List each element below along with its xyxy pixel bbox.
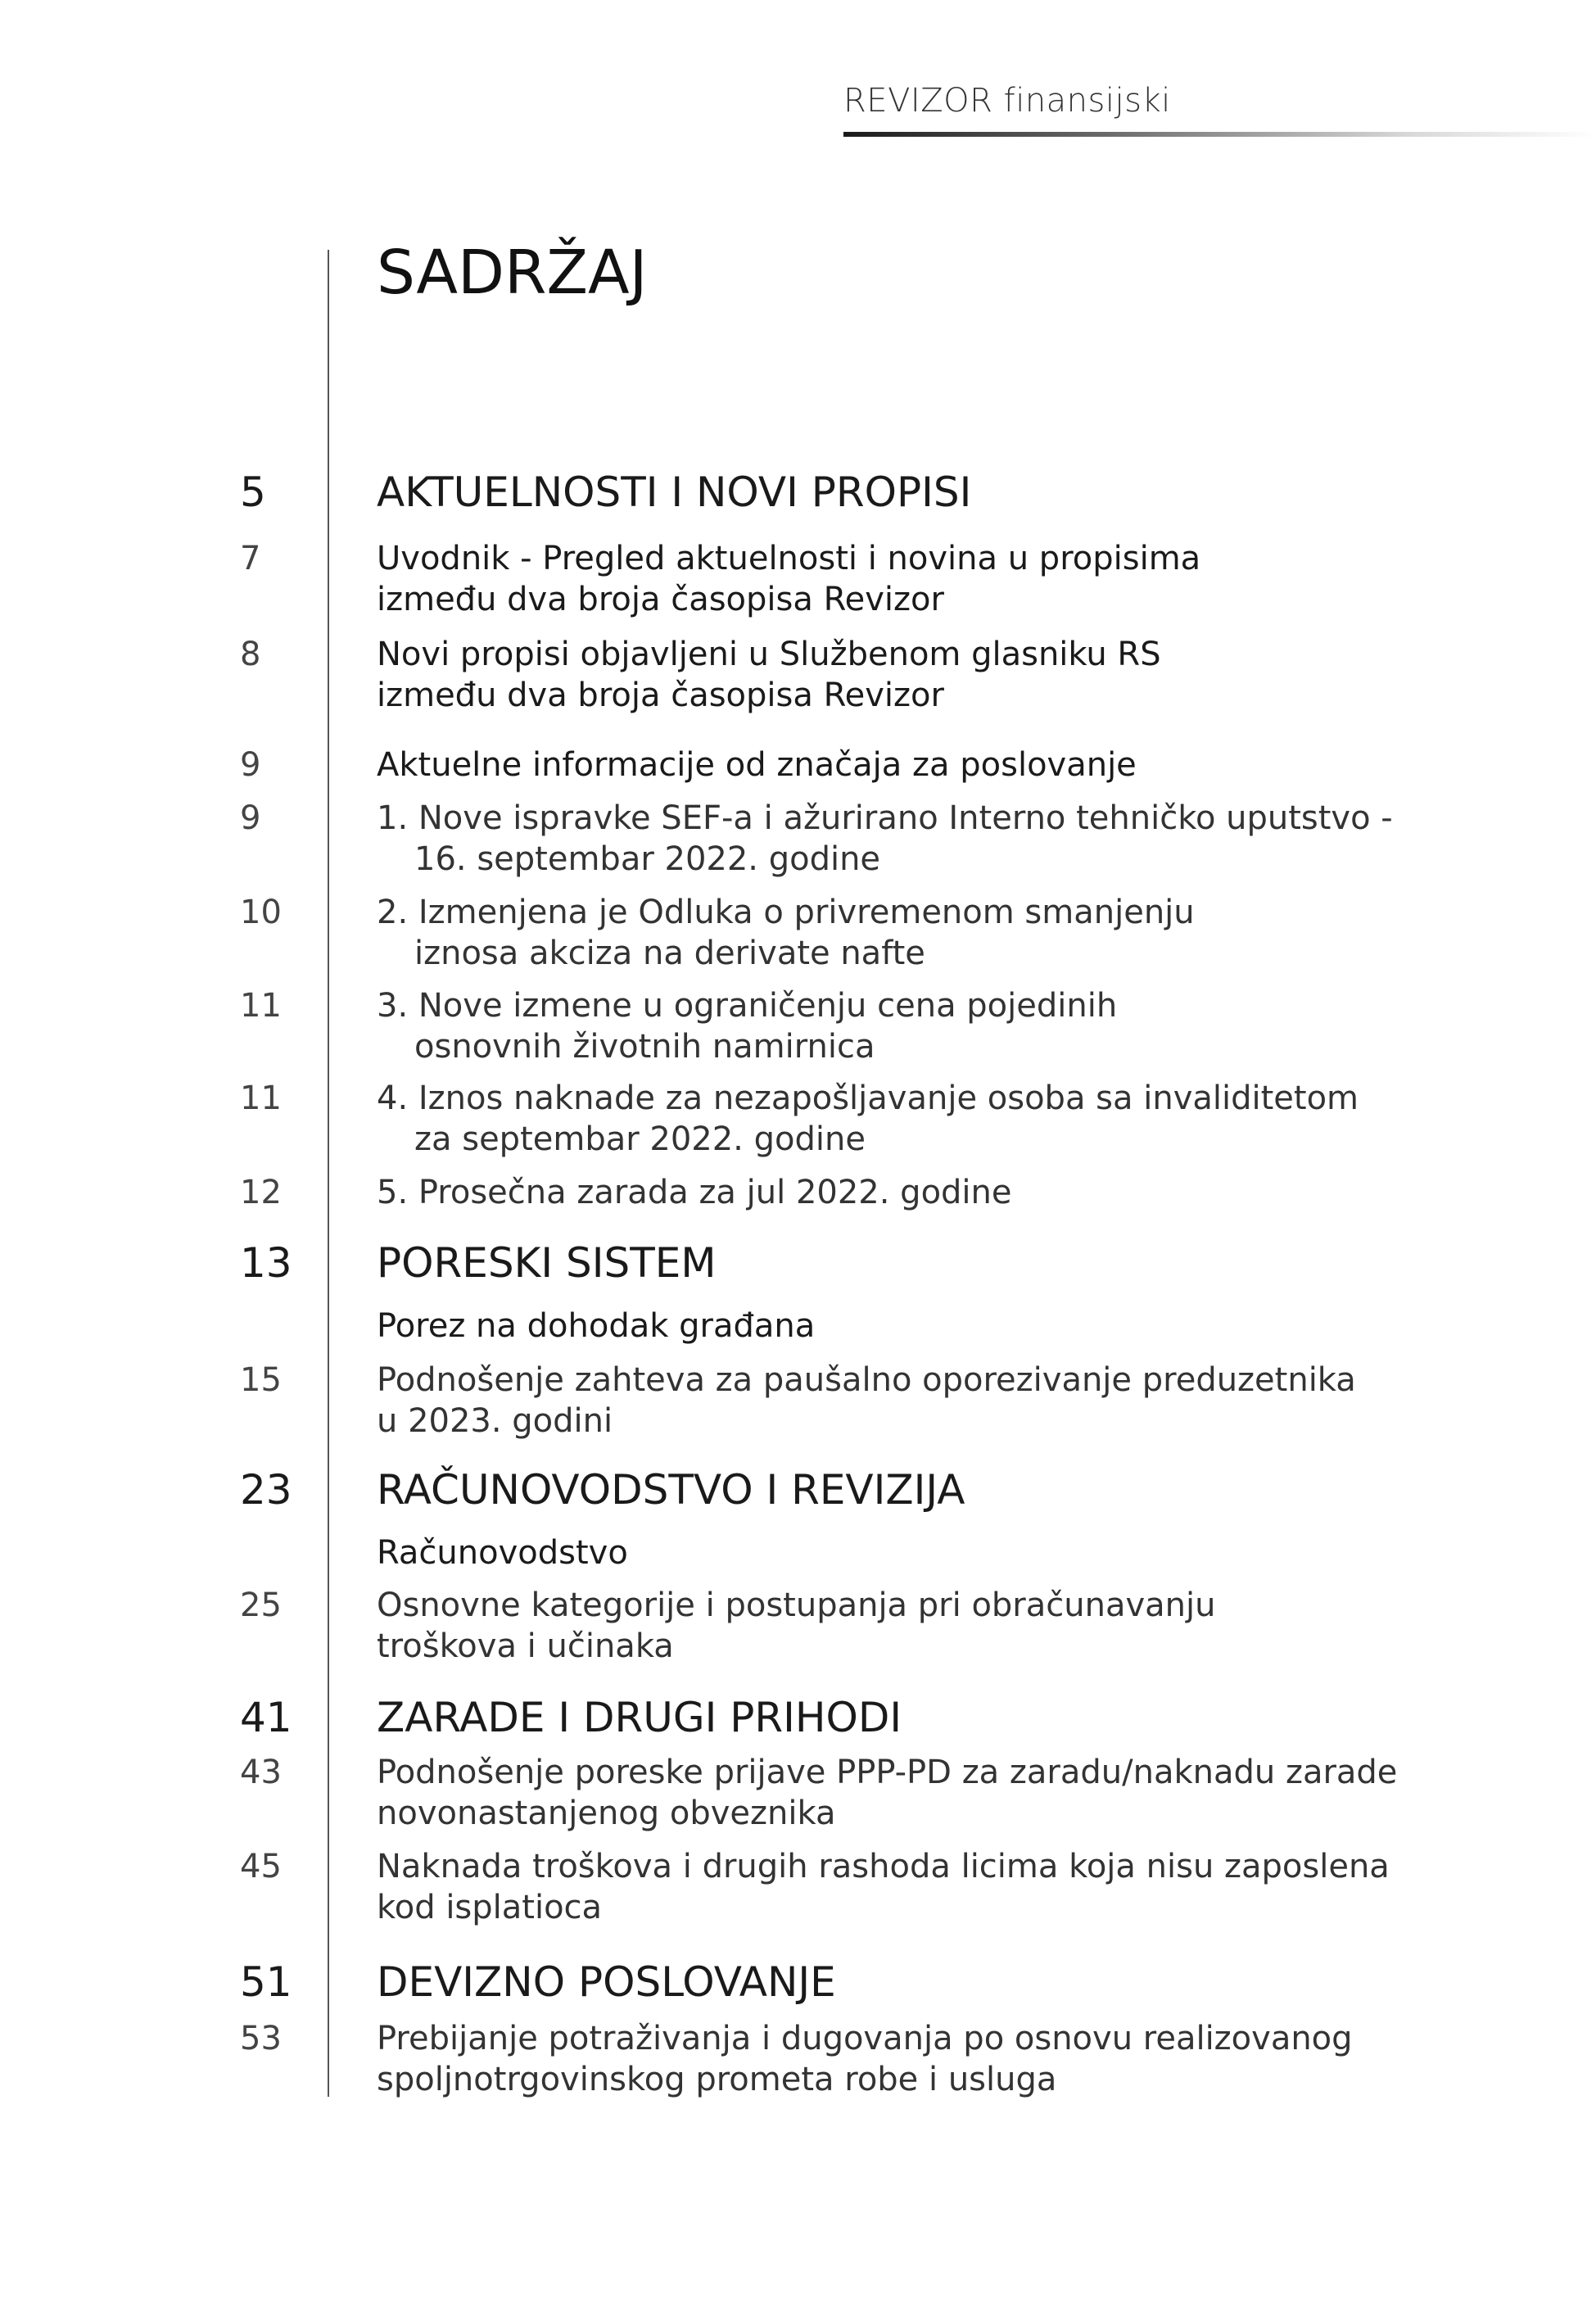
- entry-page-number: 43: [240, 1754, 282, 1791]
- entry-title: Podnošenje zahteva za paušalno oporezivanje preduzetnika: [377, 1361, 1356, 1399]
- entry-title-continued: kod isplatioca: [377, 1889, 603, 1926]
- entry-page-number: 45: [240, 1848, 282, 1885]
- entry-title: Osnovne kategorije i postupanja pri obračunavanju: [377, 1586, 1216, 1624]
- numbered-entry-continued: osnovnih životnih namirnica: [414, 1028, 875, 1066]
- section-page-number: 23: [240, 1466, 292, 1514]
- entry-title: Novi propisi objavljeni u Službenom glasniku RS: [377, 636, 1161, 673]
- entry-title: Uvodnik - Pregled aktuelnosti i novina u propisima: [377, 540, 1201, 577]
- section-title: DEVIZNO POSLOVANJE: [377, 1958, 836, 2006]
- entry-title: Aktuelne informacije od značaja za poslovanje: [377, 746, 1137, 784]
- section-page-number: 51: [240, 1958, 292, 2006]
- publication-header: REVIZOR finansijski: [843, 82, 1171, 120]
- section-title: PORESKI SISTEM: [377, 1239, 717, 1287]
- header-rule: [843, 132, 1596, 137]
- numbered-entry: 5. Prosečna zarada za jul 2022. godine: [377, 1174, 1012, 1211]
- numbered-entry-continued: za septembar 2022. godine: [414, 1120, 866, 1158]
- page-title: SADRŽAJ: [377, 238, 648, 308]
- numbered-entry: 2. Izmenjena je Odluka o privremenom smanjenju: [377, 894, 1195, 931]
- vertical-divider: [328, 250, 329, 2097]
- numbered-entry-continued: iznosa akciza na derivate nafte: [414, 935, 925, 972]
- numbered-entry: 4. Iznos naknade za nezapošljavanje osoba sa invaliditetom: [377, 1080, 1359, 1117]
- entry-page-number: 9: [240, 746, 261, 784]
- entry-page-number: 12: [240, 1174, 282, 1211]
- entry-title: Naknada troškova i drugih rashoda licima koja nisu zaposlena: [377, 1848, 1390, 1885]
- entry-page-number: 15: [240, 1361, 282, 1399]
- entry-page-number: 25: [240, 1586, 282, 1624]
- subsection-label: Porez na dohodak građana: [377, 1307, 816, 1345]
- section-page-number: 5: [240, 468, 266, 516]
- entry-page-number: 11: [240, 987, 282, 1025]
- numbered-entry-continued: 16. septembar 2022. godine: [414, 840, 881, 878]
- entry-page-number: 9: [240, 799, 261, 837]
- section-page-number: 13: [240, 1239, 292, 1287]
- section-title: ZARADE I DRUGI PRIHODI: [377, 1694, 902, 1741]
- entry-title-continued: novonastanjenog obveznika: [377, 1795, 836, 1832]
- section-page-number: 41: [240, 1694, 292, 1741]
- numbered-entry: 3. Nove izmene u ograničenju cena pojedinih: [377, 987, 1118, 1025]
- entry-page-number: 8: [240, 636, 261, 673]
- entry-title-continued: između dva broja časopisa Revizor: [377, 581, 944, 618]
- entry-title: Podnošenje poreske prijave PPP-PD za zaradu/naknadu zarade: [377, 1754, 1398, 1791]
- entry-title-continued: troškova i učinaka: [377, 1627, 674, 1665]
- entry-title-continued: u 2023. godini: [377, 1402, 613, 1440]
- section-title: AKTUELNOSTI I NOVI PROPISI: [377, 468, 972, 516]
- entry-page-number: 11: [240, 1080, 282, 1117]
- entry-page-number: 53: [240, 2020, 282, 2057]
- section-title: RAČUNOVODSTVO I REVIZIJA: [377, 1466, 965, 1514]
- numbered-entry: 1. Nove ispravke SEF-a i ažurirano Interno tehničko uputstvo -: [377, 799, 1393, 837]
- entry-title-continued: između dva broja časopisa Revizor: [377, 677, 944, 714]
- entry-title: Prebijanje potraživanja i dugovanja po osnovu realizovanog: [377, 2020, 1353, 2057]
- subsection-label: Računovodstvo: [377, 1534, 628, 1572]
- entry-title-continued: spoljnotrgovinskog prometa robe i usluga: [377, 2061, 1057, 2098]
- entry-page-number: 10: [240, 894, 282, 931]
- entry-page-number: 7: [240, 540, 261, 577]
